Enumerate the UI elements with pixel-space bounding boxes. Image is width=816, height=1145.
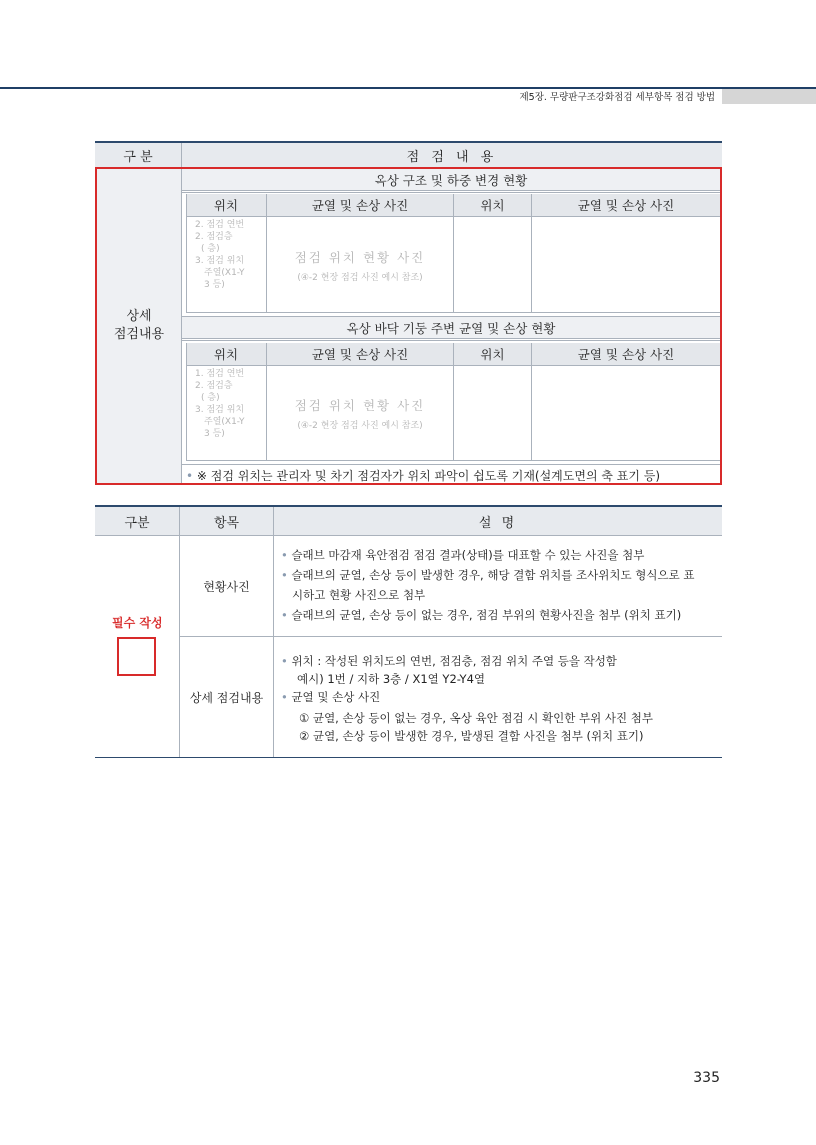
- divider: [186, 343, 187, 460]
- divider: [531, 343, 532, 460]
- section-title-roof-structure: 옥상 구조 및 하중 변경 현황: [182, 169, 720, 190]
- divider: [182, 340, 720, 341]
- photo-placeholder-text: 점검 위치 현황 사진: [294, 397, 426, 413]
- divider: [182, 338, 720, 339]
- col-photo: 균열 및 손상 사진: [532, 194, 720, 216]
- chapter-title: 제5장. 무량판구조강화점검 세부항목 점검 방법: [519, 92, 715, 103]
- location-placeholder: [195, 219, 265, 291]
- divider: [453, 343, 454, 460]
- location-note: [186, 467, 660, 484]
- table2-bottom-rule: [95, 757, 722, 758]
- detail-label-line1: 상세: [126, 309, 152, 324]
- placeholder-line: 2. 점검 연번: [195, 220, 245, 230]
- description-line: ① 균열, 손상 등이 없는 경우, 옥상 육안 점검 시 확인한 부위 사진 첨부: [299, 711, 653, 725]
- detail-label: [97, 169, 181, 483]
- required-checkbox: [117, 637, 156, 676]
- divider: [186, 312, 720, 313]
- table2-header-item: 항목: [180, 507, 273, 535]
- location-placeholder: [195, 368, 265, 440]
- bullet-icon: •: [281, 568, 292, 582]
- col-location: 위치: [454, 343, 531, 365]
- placeholder-line: ( 층): [201, 393, 220, 403]
- divider: [95, 167, 722, 168]
- detail-label-line2: 점검내용: [113, 327, 165, 342]
- description-line: 시하고 현황 사진으로 첨부: [292, 588, 426, 602]
- divider: [186, 460, 720, 461]
- divider: [182, 192, 720, 193]
- col-location: 위치: [186, 343, 266, 365]
- bullet-icon: •: [281, 654, 292, 668]
- bullet-icon: •: [186, 469, 194, 483]
- header-rule: [0, 87, 816, 89]
- required-label: 필수 작성: [112, 616, 163, 630]
- description-line: • 균열 및 손상 사진: [281, 690, 381, 704]
- page-number: 335: [693, 1070, 720, 1086]
- bullet-icon: •: [281, 548, 292, 562]
- divider: [273, 507, 274, 757]
- item-current-photo: 현황사진: [203, 579, 250, 594]
- table2-header-division: 구분: [95, 507, 179, 535]
- placeholder-line: 3 등): [204, 429, 225, 439]
- description-line: • 슬래브의 균열, 손상 등이 발생한 경우, 해당 결함 위치를 조사위치도 형식으로 표: [281, 568, 695, 582]
- divider: [181, 143, 182, 483]
- placeholder-line: 1. 점검 연번: [195, 369, 245, 379]
- description-line: • 위치 : 작성된 위치도의 연번, 점검층, 점검 위치 주열 등을 작성함: [281, 654, 617, 668]
- divider: [186, 194, 187, 312]
- table2-header-description: 설 명: [274, 507, 722, 535]
- bullet-icon: •: [281, 690, 292, 704]
- description-line: • 슬래브 마감재 육안점검 점검 결과(상태)를 대표할 수 있는 사진을 첨부: [281, 548, 645, 562]
- table1-header-content: 점 검 내 용: [182, 143, 722, 167]
- placeholder-line: 2. 점검층: [195, 381, 233, 391]
- col-photo: 균열 및 손상 사진: [267, 343, 453, 365]
- divider: [182, 190, 720, 191]
- placeholder-line: 주열(X1-Y: [204, 417, 245, 427]
- col-photo: 균열 및 손상 사진: [267, 194, 453, 216]
- photo-placeholder-note: (④-2 현장 점검 사진 예시 참조): [297, 272, 423, 283]
- placeholder-line: ( 층): [201, 244, 220, 254]
- placeholder-line: 주열(X1-Y: [204, 268, 245, 278]
- location-note-text: ※ 점검 위치는 관리자 및 차기 점검자가 위치 파악이 쉽도록 기재(설계도면의 축 표기 등): [196, 469, 661, 483]
- placeholder-line: 3 등): [204, 280, 225, 290]
- col-location: 위치: [454, 194, 531, 216]
- placeholder-line: 3. 점검 위치: [195, 405, 245, 415]
- divider: [453, 194, 454, 312]
- divider: [531, 194, 532, 312]
- chapter-tab: [722, 89, 816, 104]
- photo-placeholder-note: (④-2 현장 점검 사진 예시 참조): [297, 420, 423, 431]
- bullet-icon: •: [281, 608, 292, 622]
- photo-placeholder: [267, 388, 453, 438]
- divider: [182, 464, 720, 465]
- item-detail-content: 상세 점검내용: [189, 690, 264, 705]
- table1-header-division: 구 분: [95, 143, 181, 167]
- col-location: 위치: [186, 194, 266, 216]
- description-line: • 슬래브의 균열, 손상 등이 없는 경우, 점검 부위의 현황사진을 첨부 (위치 표기): [281, 608, 682, 622]
- photo-placeholder: [267, 240, 453, 290]
- description-line: ② 균열, 손상 등이 발생한 경우, 발생된 결함 사진을 첨부 (위치 표기): [299, 729, 644, 743]
- placeholder-line: 3. 점검 위치: [195, 256, 245, 266]
- placeholder-line: 2. 점검층: [195, 232, 233, 242]
- col-photo: 균열 및 손상 사진: [532, 343, 720, 365]
- photo-placeholder-text: 점검 위치 현황 사진: [294, 249, 426, 265]
- section-title-column-cracks: 옥상 바닥 기둥 주변 균열 및 손상 현황: [182, 317, 720, 338]
- description-line: 예시) 1번 / 지하 3층 / X1열 Y2-Y4열: [297, 672, 485, 686]
